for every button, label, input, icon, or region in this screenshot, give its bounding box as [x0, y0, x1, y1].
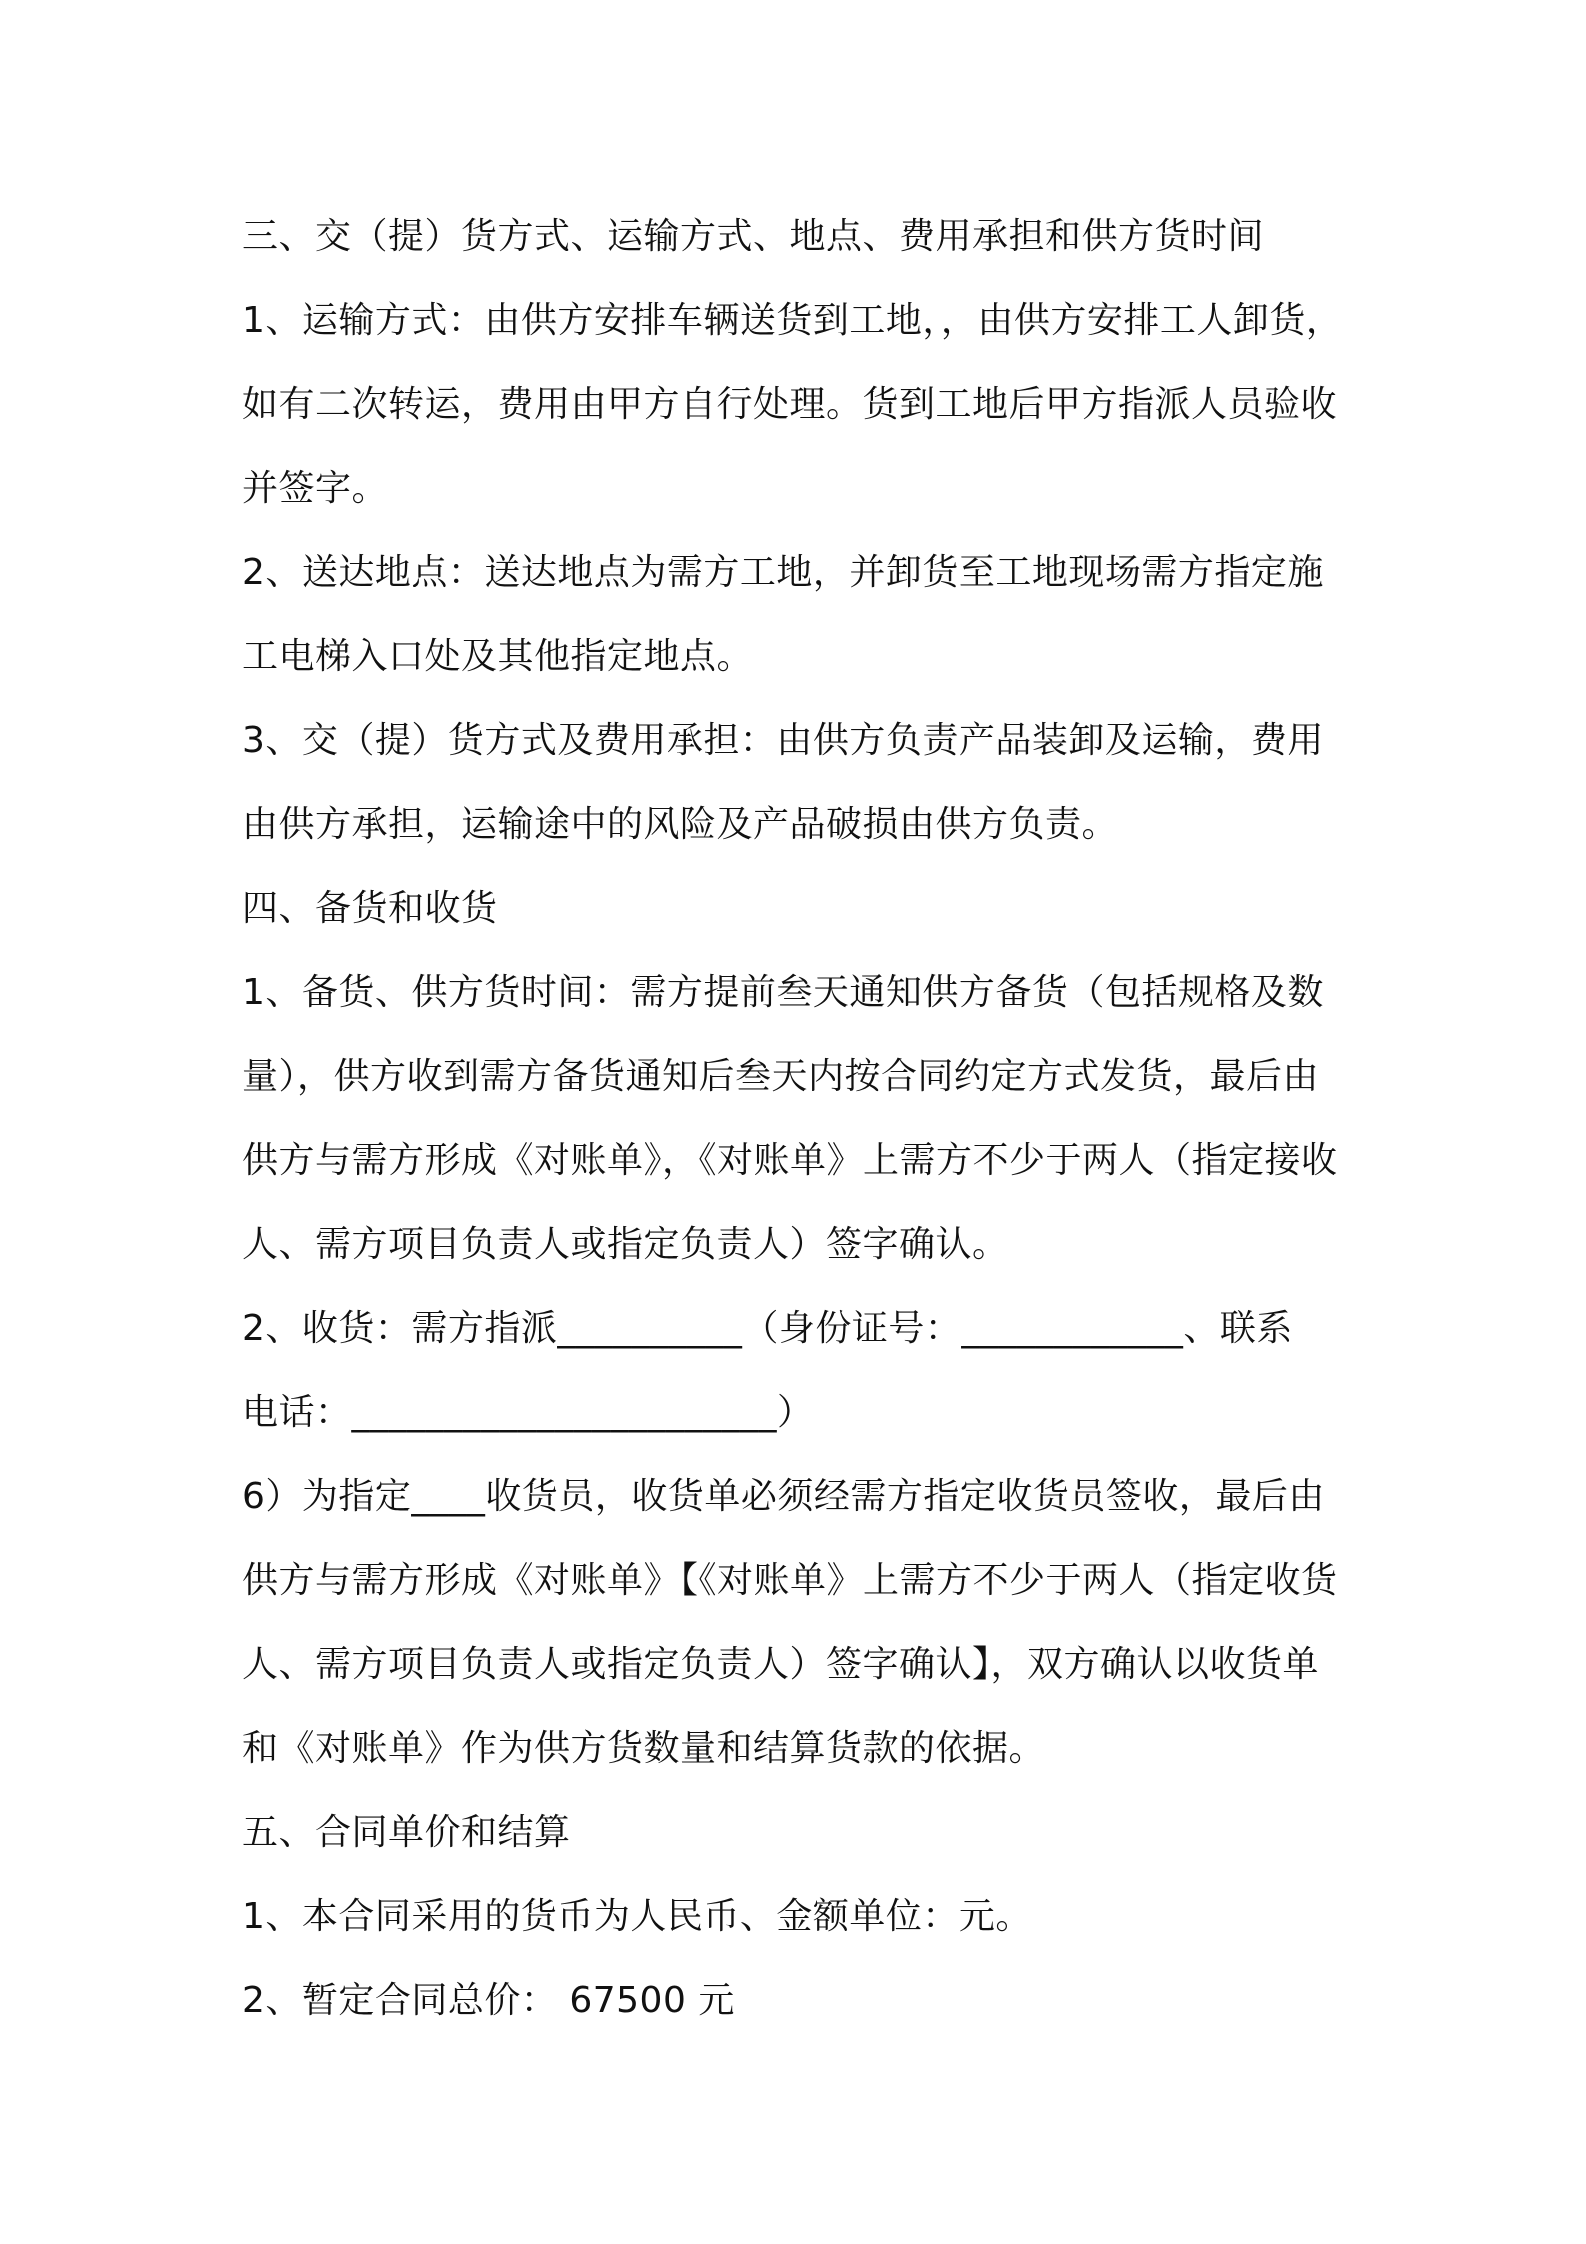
contract-text-body	[242, 195, 1362, 2043]
paragraph-line: 量），供方收到需方备货通知后叁天内按合同约定方式发货，最后由	[242, 1056, 1320, 1097]
paragraph-line: 2、暂定合同总价： 67500 元	[242, 1980, 735, 2021]
section-5-heading: 五、合同单价和结算	[242, 1812, 571, 1853]
paragraph-line: 和《对账单》作为供方货数量和结算货款的依据。	[242, 1728, 1046, 1769]
section-3-heading: 三、交（提）货方式、运输方式、地点、费用承担和供方货时间	[242, 216, 1265, 257]
paragraph-line: 如有二次转运，费用由甲方自行处理。货到工地后甲方指派人员验收	[242, 384, 1338, 425]
paragraph-line: 2、收货：需方指派__________（身份证号：____________、联系	[242, 1308, 1293, 1349]
paragraph-line: 1、备货、供方货时间：需方提前叁天通知供方备货（包括规格及数	[242, 972, 1324, 1013]
paragraph-line: 电话：_______________________）	[242, 1392, 814, 1433]
paragraph-line: 人、需方项目负责人或指定负责人）签字确认】，双方确认以收货单	[242, 1644, 1320, 1685]
paragraph-line: 工电梯入口处及其他指定地点。	[242, 636, 754, 677]
paragraph-line: 由供方承担，运输途中的风险及产品破损由供方负责。	[242, 804, 1119, 845]
paragraph-line: 人、需方项目负责人或指定负责人）签字确认。	[242, 1224, 1009, 1265]
paragraph-line: 2、送达地点：送达地点为需方工地，并卸货至工地现场需方指定施	[242, 552, 1324, 593]
paragraph-line: 并签字。	[242, 468, 389, 509]
paragraph-line: 1、本合同采用的货币为人民币、金额单位：元。	[242, 1896, 1032, 1937]
section-4-heading: 四、备货和收货	[242, 888, 498, 929]
paragraph-line: 3、交（提）货方式及费用承担：由供方负责产品装卸及运输，费用	[242, 720, 1324, 761]
paragraph-line: 供方与需方形成《对账单》【《对账单》上需方不少于两人（指定收货	[242, 1560, 1338, 1601]
paragraph-line: 供方与需方形成《对账单》，《对账单》上需方不少于两人（指定接收	[242, 1140, 1338, 1181]
paragraph-line: 6）为指定____收货员，收货单必须经需方指定收货员签收，最后由	[242, 1476, 1325, 1517]
paragraph-line: 1、运输方式：由供方安排车辆送货到工地，，由供方安排工人卸货，	[242, 300, 1343, 341]
